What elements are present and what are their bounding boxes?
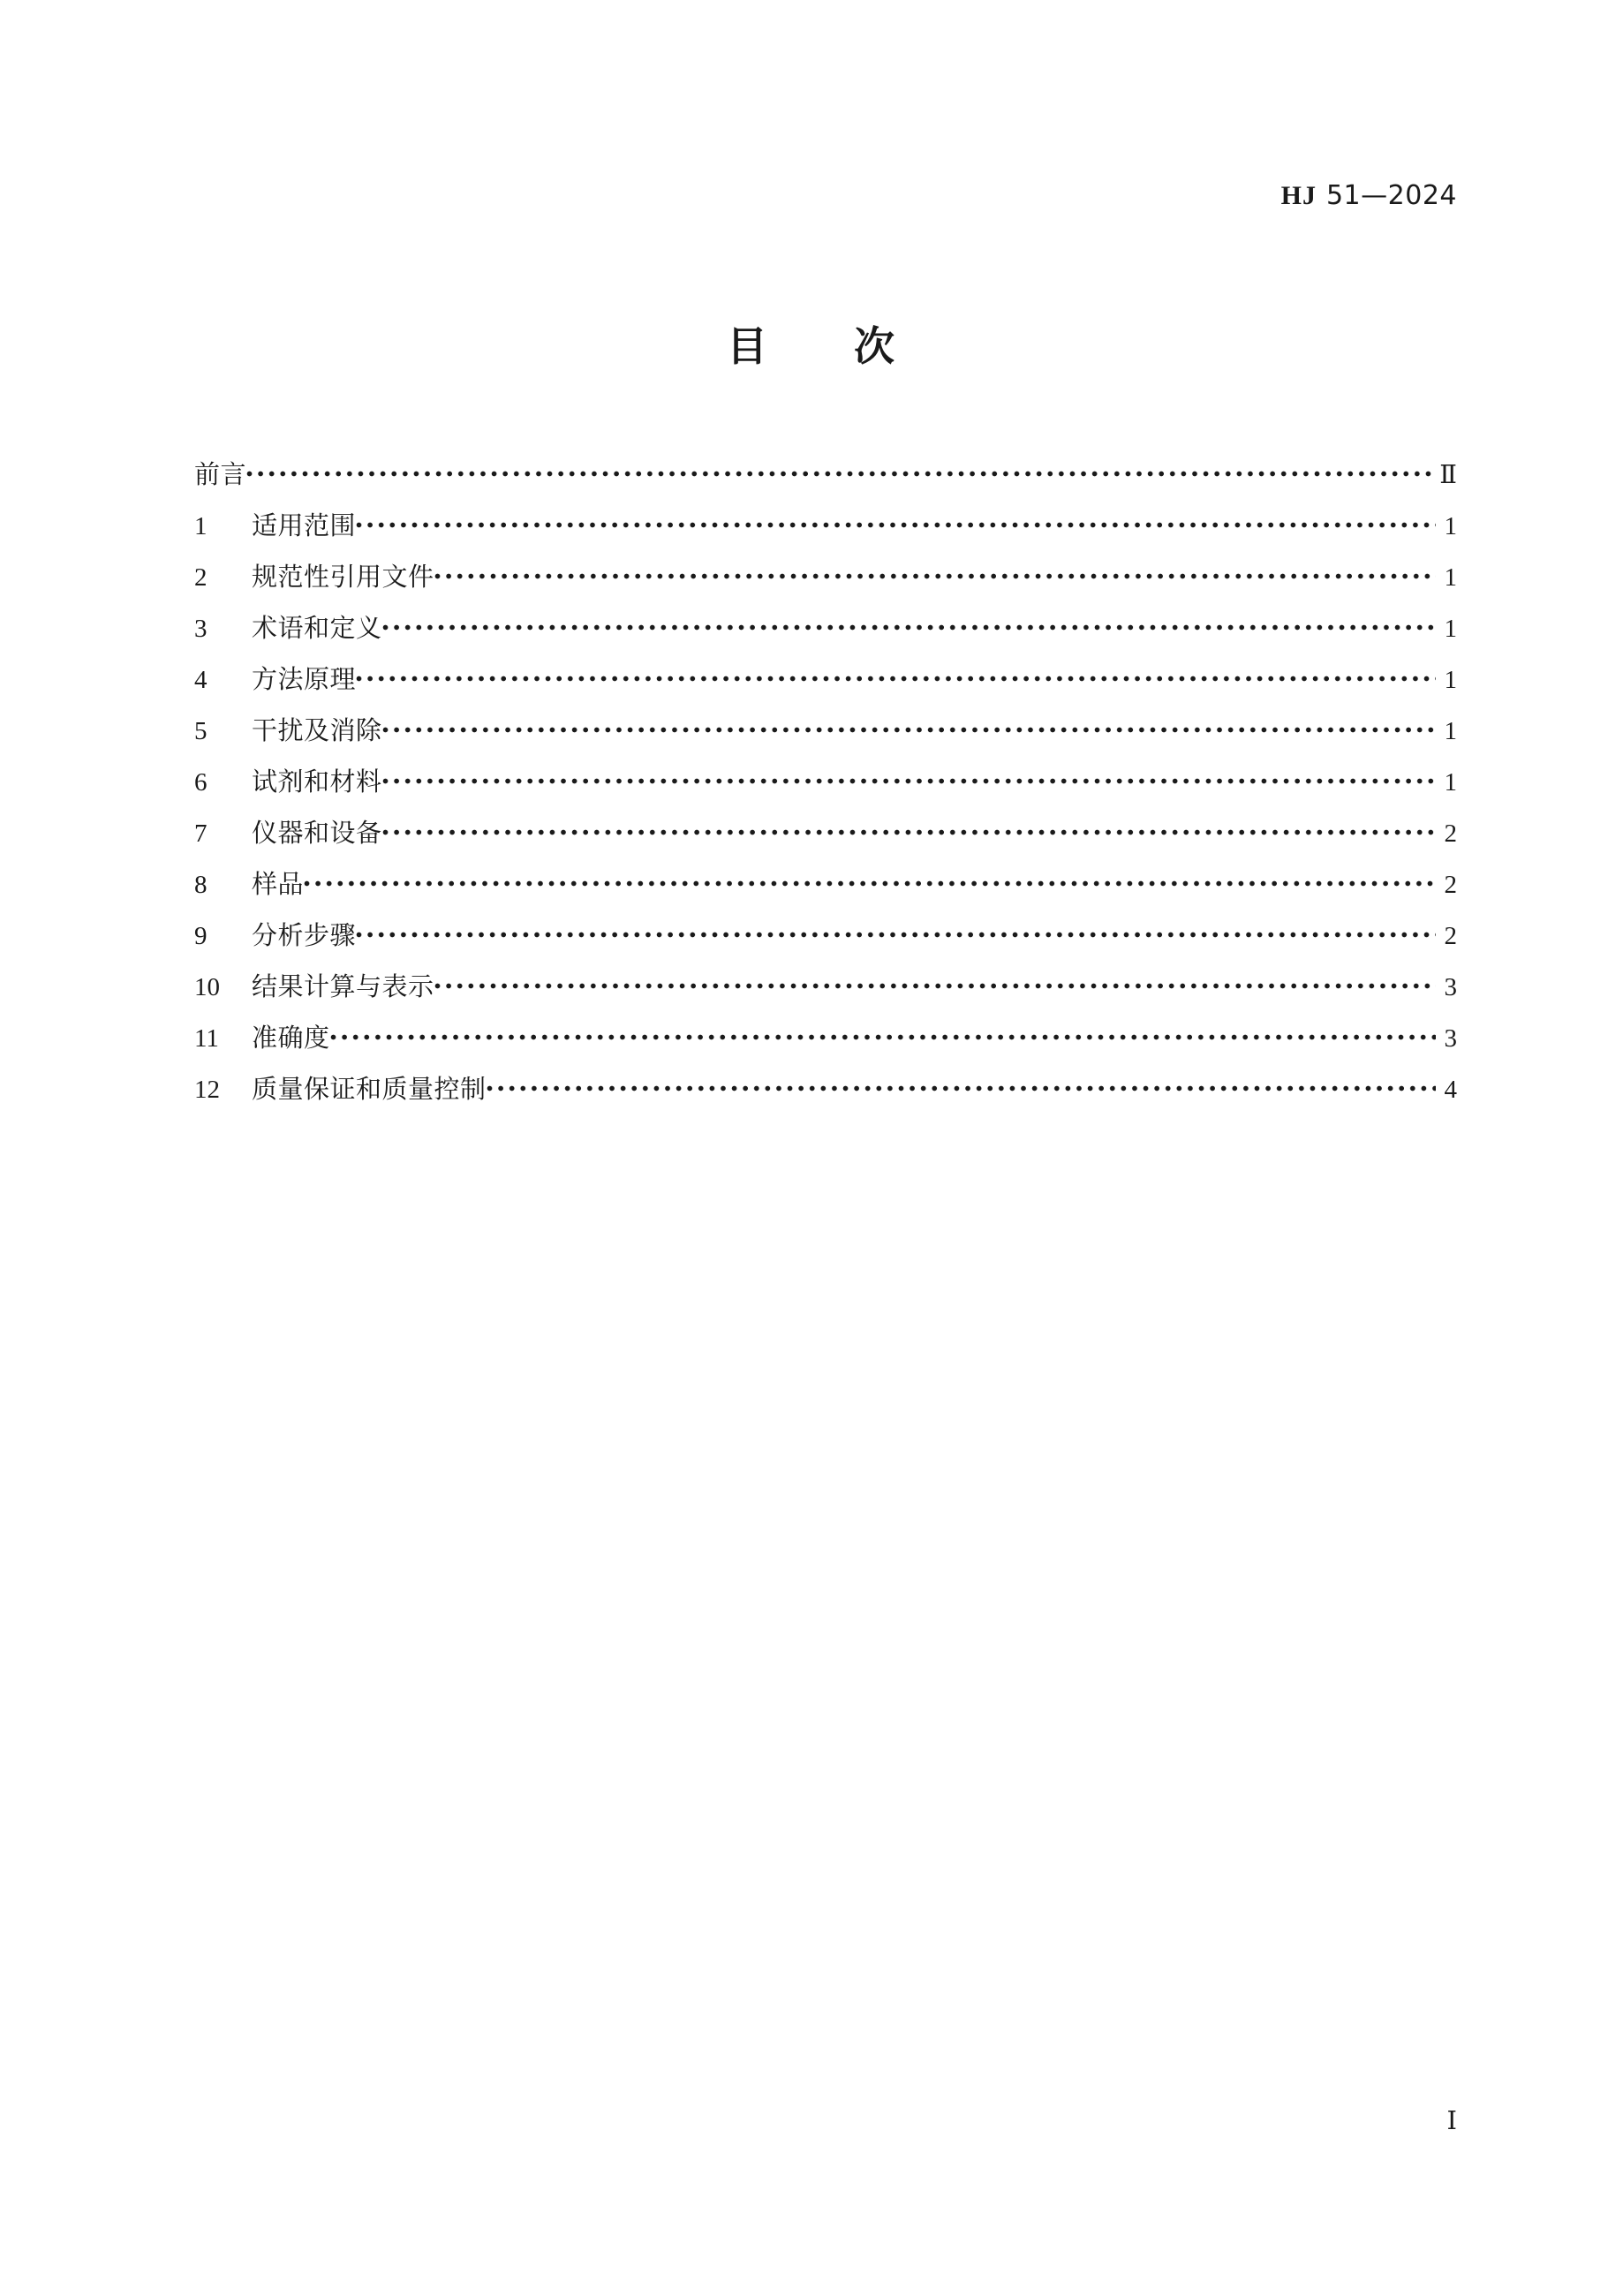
- toc-entry[interactable]: [194, 910, 1457, 961]
- toc-entry[interactable]: [194, 653, 1457, 705]
- toc-entry-number: 6: [194, 768, 208, 797]
- toc-entry-label: 前言: [194, 459, 247, 489]
- toc-dot-leader: [434, 970, 1436, 995]
- toc-entry-label: 试剂和材料: [252, 767, 382, 797]
- toc-dot-leader: [487, 1072, 1436, 1098]
- toc-entry-label: 仪器和设备: [252, 818, 382, 848]
- toc-entry-label: 方法原理: [252, 664, 357, 694]
- toc-dot-leader: [434, 560, 1436, 585]
- toc-entry-number: 10: [194, 973, 220, 1001]
- toc-entry-number: 3: [194, 615, 208, 643]
- toc-entry-label: 准确度: [252, 1023, 330, 1053]
- toc-entry-page-number: 1: [1444, 512, 1457, 540]
- toc-entry-page-number: 1: [1444, 717, 1457, 745]
- toc-entry[interactable]: [194, 705, 1457, 756]
- toc-entry-page-number: 3: [1444, 1024, 1457, 1053]
- toc-entry-number: 12: [194, 1076, 220, 1104]
- table-of-contents: [194, 449, 1457, 1114]
- toc-entry[interactable]: [194, 858, 1457, 910]
- toc-dot-leader: [356, 509, 1436, 534]
- toc-entry-page-number: 1: [1444, 563, 1457, 592]
- toc-entry-page-number: 4: [1444, 1076, 1457, 1104]
- page-folio: Ⅰ: [1446, 2107, 1457, 2135]
- toc-dot-leader: [382, 765, 1436, 790]
- toc-entry-number: 7: [194, 819, 208, 848]
- toc-dot-leader: [304, 867, 1436, 893]
- toc-entry[interactable]: [194, 1012, 1457, 1063]
- toc-entry-label: 规范性引用文件: [252, 562, 434, 592]
- toc-dot-leader: [356, 662, 1436, 688]
- standard-prefix: HJ: [1280, 181, 1317, 210]
- toc-entry-page-number: Ⅱ: [1439, 461, 1457, 489]
- running-header: [0, 180, 1457, 211]
- standard-number: 51—2024: [1325, 180, 1457, 211]
- toc-dot-leader: [382, 714, 1436, 739]
- toc-entry[interactable]: [194, 961, 1457, 1012]
- toc-entry-number: 4: [194, 666, 208, 694]
- toc-dot-leader: [330, 1021, 1436, 1046]
- toc-entry-page-number: 2: [1444, 871, 1457, 899]
- toc-dot-leader: [382, 816, 1436, 842]
- toc-entry-page-number: 2: [1444, 819, 1457, 848]
- toc-entry[interactable]: [194, 500, 1457, 551]
- toc-dot-leader: [356, 918, 1436, 944]
- toc-entry[interactable]: [194, 449, 1457, 500]
- toc-entry-label: 干扰及消除: [252, 715, 382, 745]
- toc-entry-number: 5: [194, 717, 208, 745]
- toc-entry[interactable]: [194, 1063, 1457, 1114]
- toc-dot-leader: [382, 611, 1436, 637]
- toc-entry-page-number: 2: [1444, 922, 1457, 950]
- toc-entry-label: 结果计算与表示: [252, 971, 434, 1001]
- toc-entry-page-number: 1: [1444, 666, 1457, 694]
- page-title: 目 次: [727, 322, 896, 370]
- toc-entry[interactable]: [194, 602, 1457, 653]
- toc-entry-label: 适用范围: [252, 510, 357, 540]
- toc-entry-number: 2: [194, 563, 208, 592]
- toc-entry[interactable]: [194, 756, 1457, 807]
- toc-entry-number: 11: [194, 1024, 219, 1053]
- toc-entry-label: 样品: [252, 869, 305, 899]
- toc-entry[interactable]: [194, 551, 1457, 602]
- toc-entry-label: 分析步骤: [252, 920, 357, 950]
- toc-entry[interactable]: [194, 807, 1457, 858]
- toc-entry-page-number: 1: [1444, 768, 1457, 797]
- toc-entry-number: 9: [194, 922, 208, 950]
- toc-entry-number: 8: [194, 871, 208, 899]
- toc-entry-page-number: 1: [1444, 615, 1457, 643]
- toc-entry-label: 质量保证和质量控制: [252, 1074, 487, 1104]
- toc-entry-label: 术语和定义: [252, 613, 382, 643]
- toc-dot-leader: [246, 457, 1436, 483]
- toc-entry-number: 1: [194, 512, 208, 540]
- toc-entry-page-number: 3: [1444, 973, 1457, 1001]
